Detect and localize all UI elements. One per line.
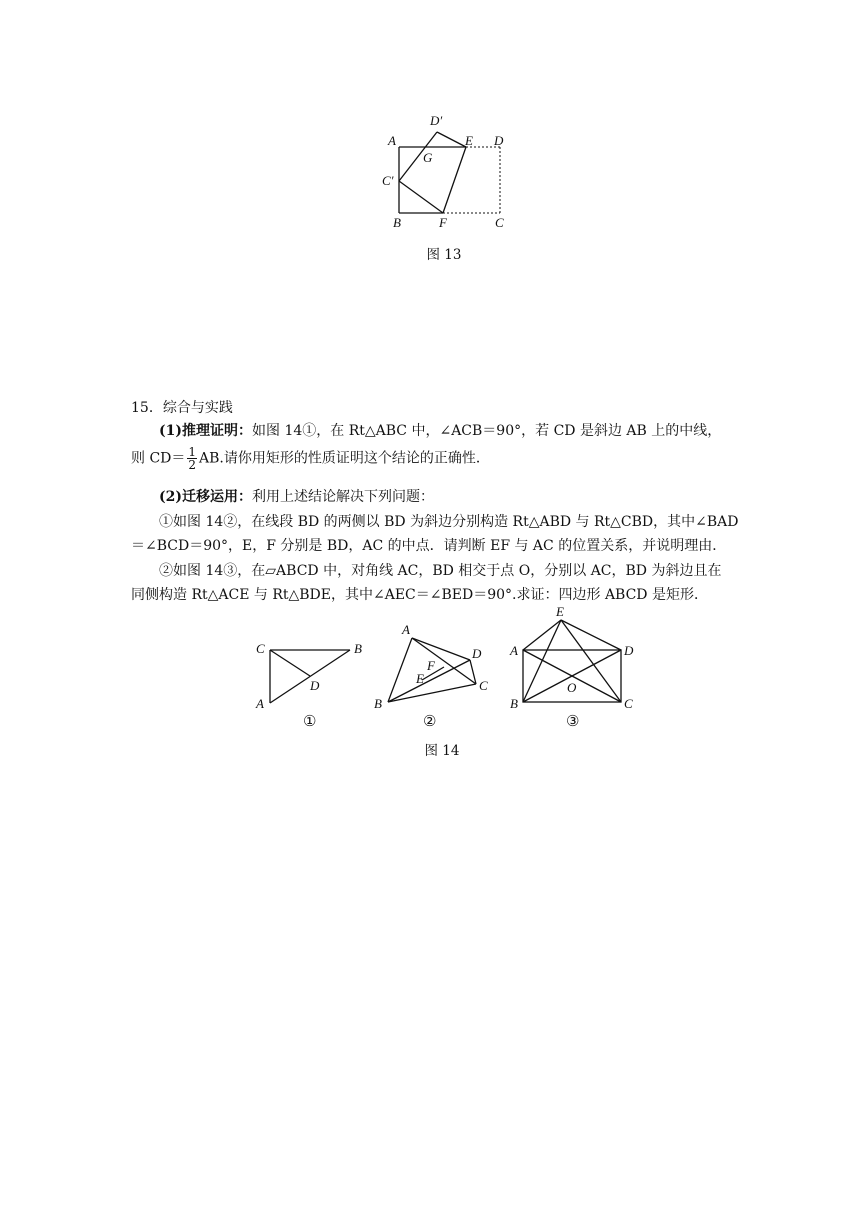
question1-line2: ＝∠BCD＝90°，E，F 分别是 BD，AC 的中点．请判断 EF 与 AC 的位置关系，并说明理由．: [131, 538, 727, 554]
question1-line1: ①如图 14②，在线段 BD 的两侧以 BD 为斜边分别构造 Rt△ABD 与 Rt△CBD，其中∠BAD: [159, 514, 739, 530]
fig14-sub2-label-f: F: [427, 658, 435, 673]
fig13-label-f: F: [439, 215, 447, 230]
problem-number: 15．综合与实践: [131, 400, 233, 416]
part2-label: (2)迁移运用：: [159, 489, 252, 505]
fig14-sub2-label-a: A: [402, 622, 410, 637]
fig14-sub1-label-d: D: [310, 678, 320, 693]
part1-text-a: 如图 14①，在 Rt△ABC 中，∠ACB＝90°，若 CD 是斜边 AB 上的中线，: [252, 423, 722, 439]
fig14-sub2-label-c: C: [479, 678, 488, 693]
fig14-sub3-number: ③: [566, 714, 580, 730]
figure-14-caption: 图 14: [424, 743, 460, 759]
fig14-sub3-label-c: C: [624, 696, 633, 711]
fig14-sub3-label-d: D: [624, 643, 634, 658]
fig14-sub2: [374, 622, 488, 730]
fig14-sub3: [509, 604, 634, 730]
fig14-sub2-label-b: B: [374, 696, 382, 711]
fig13-label-c: C: [495, 215, 504, 230]
fig14-sub1-label-b: B: [354, 641, 362, 656]
fig14-sub1-label-c: C: [256, 641, 265, 656]
figure-14-diagram: [240, 600, 660, 730]
fig14-sub3-label-e: E: [556, 604, 564, 619]
fig14-sub2-label-e: E: [416, 671, 424, 686]
figure-14: [240, 600, 660, 730]
fig13-label-d: D: [494, 133, 504, 148]
part1-line2: [131, 446, 731, 471]
question2-line2: 同侧构造 Rt△ACE 与 Rt△BDE，其中∠AEC＝∠BED＝90°.求证：四边形 ABCD 是矩形．: [131, 587, 708, 603]
figure-13-diagram: [370, 105, 520, 230]
fig13-label-d-prime: D′: [430, 113, 443, 128]
fig14-sub2-number: ②: [423, 714, 437, 730]
fig14-sub3-label-b: B: [510, 696, 518, 711]
fig13-label-g: G: [423, 150, 433, 165]
part1-label: (1)推理证明：: [159, 423, 252, 439]
question2-line1: ②如图 14③，在▱ABCD 中，对角线 AC，BD 相交于点 O，分别以 AC，BD 为斜边且在: [159, 563, 722, 579]
figure-13: [370, 105, 520, 230]
fig14-sub3-label-a: A: [510, 643, 518, 658]
fig14-sub3-label-o: O: [567, 680, 577, 695]
part1-text-b-suffix: AB.请你用矩形的性质证明这个结论的正确性．: [199, 450, 490, 467]
fig13-label-c-prime: C′: [382, 173, 394, 188]
fig13-label-a: A: [388, 133, 396, 148]
part1-text-b-prefix: 则 CD＝: [131, 450, 186, 467]
fig13-label-b: B: [393, 215, 401, 230]
fig14-sub2-label-d: D: [472, 646, 482, 661]
fig14-sub1-number: ①: [303, 714, 317, 730]
fig13-label-e: E: [465, 133, 473, 148]
figure-13-caption: 图 13: [426, 247, 462, 263]
part2-text: 利用上述结论解决下列问题：: [252, 489, 434, 505]
fraction-one-half: [187, 446, 197, 471]
fig14-sub1: [255, 641, 362, 730]
fraction-denominator: 2: [188, 458, 197, 472]
part1-line1: [131, 420, 759, 442]
fig14-sub1-label-a: A: [256, 696, 264, 711]
part2-line: [131, 486, 759, 508]
fraction-numerator: 1: [188, 445, 197, 459]
